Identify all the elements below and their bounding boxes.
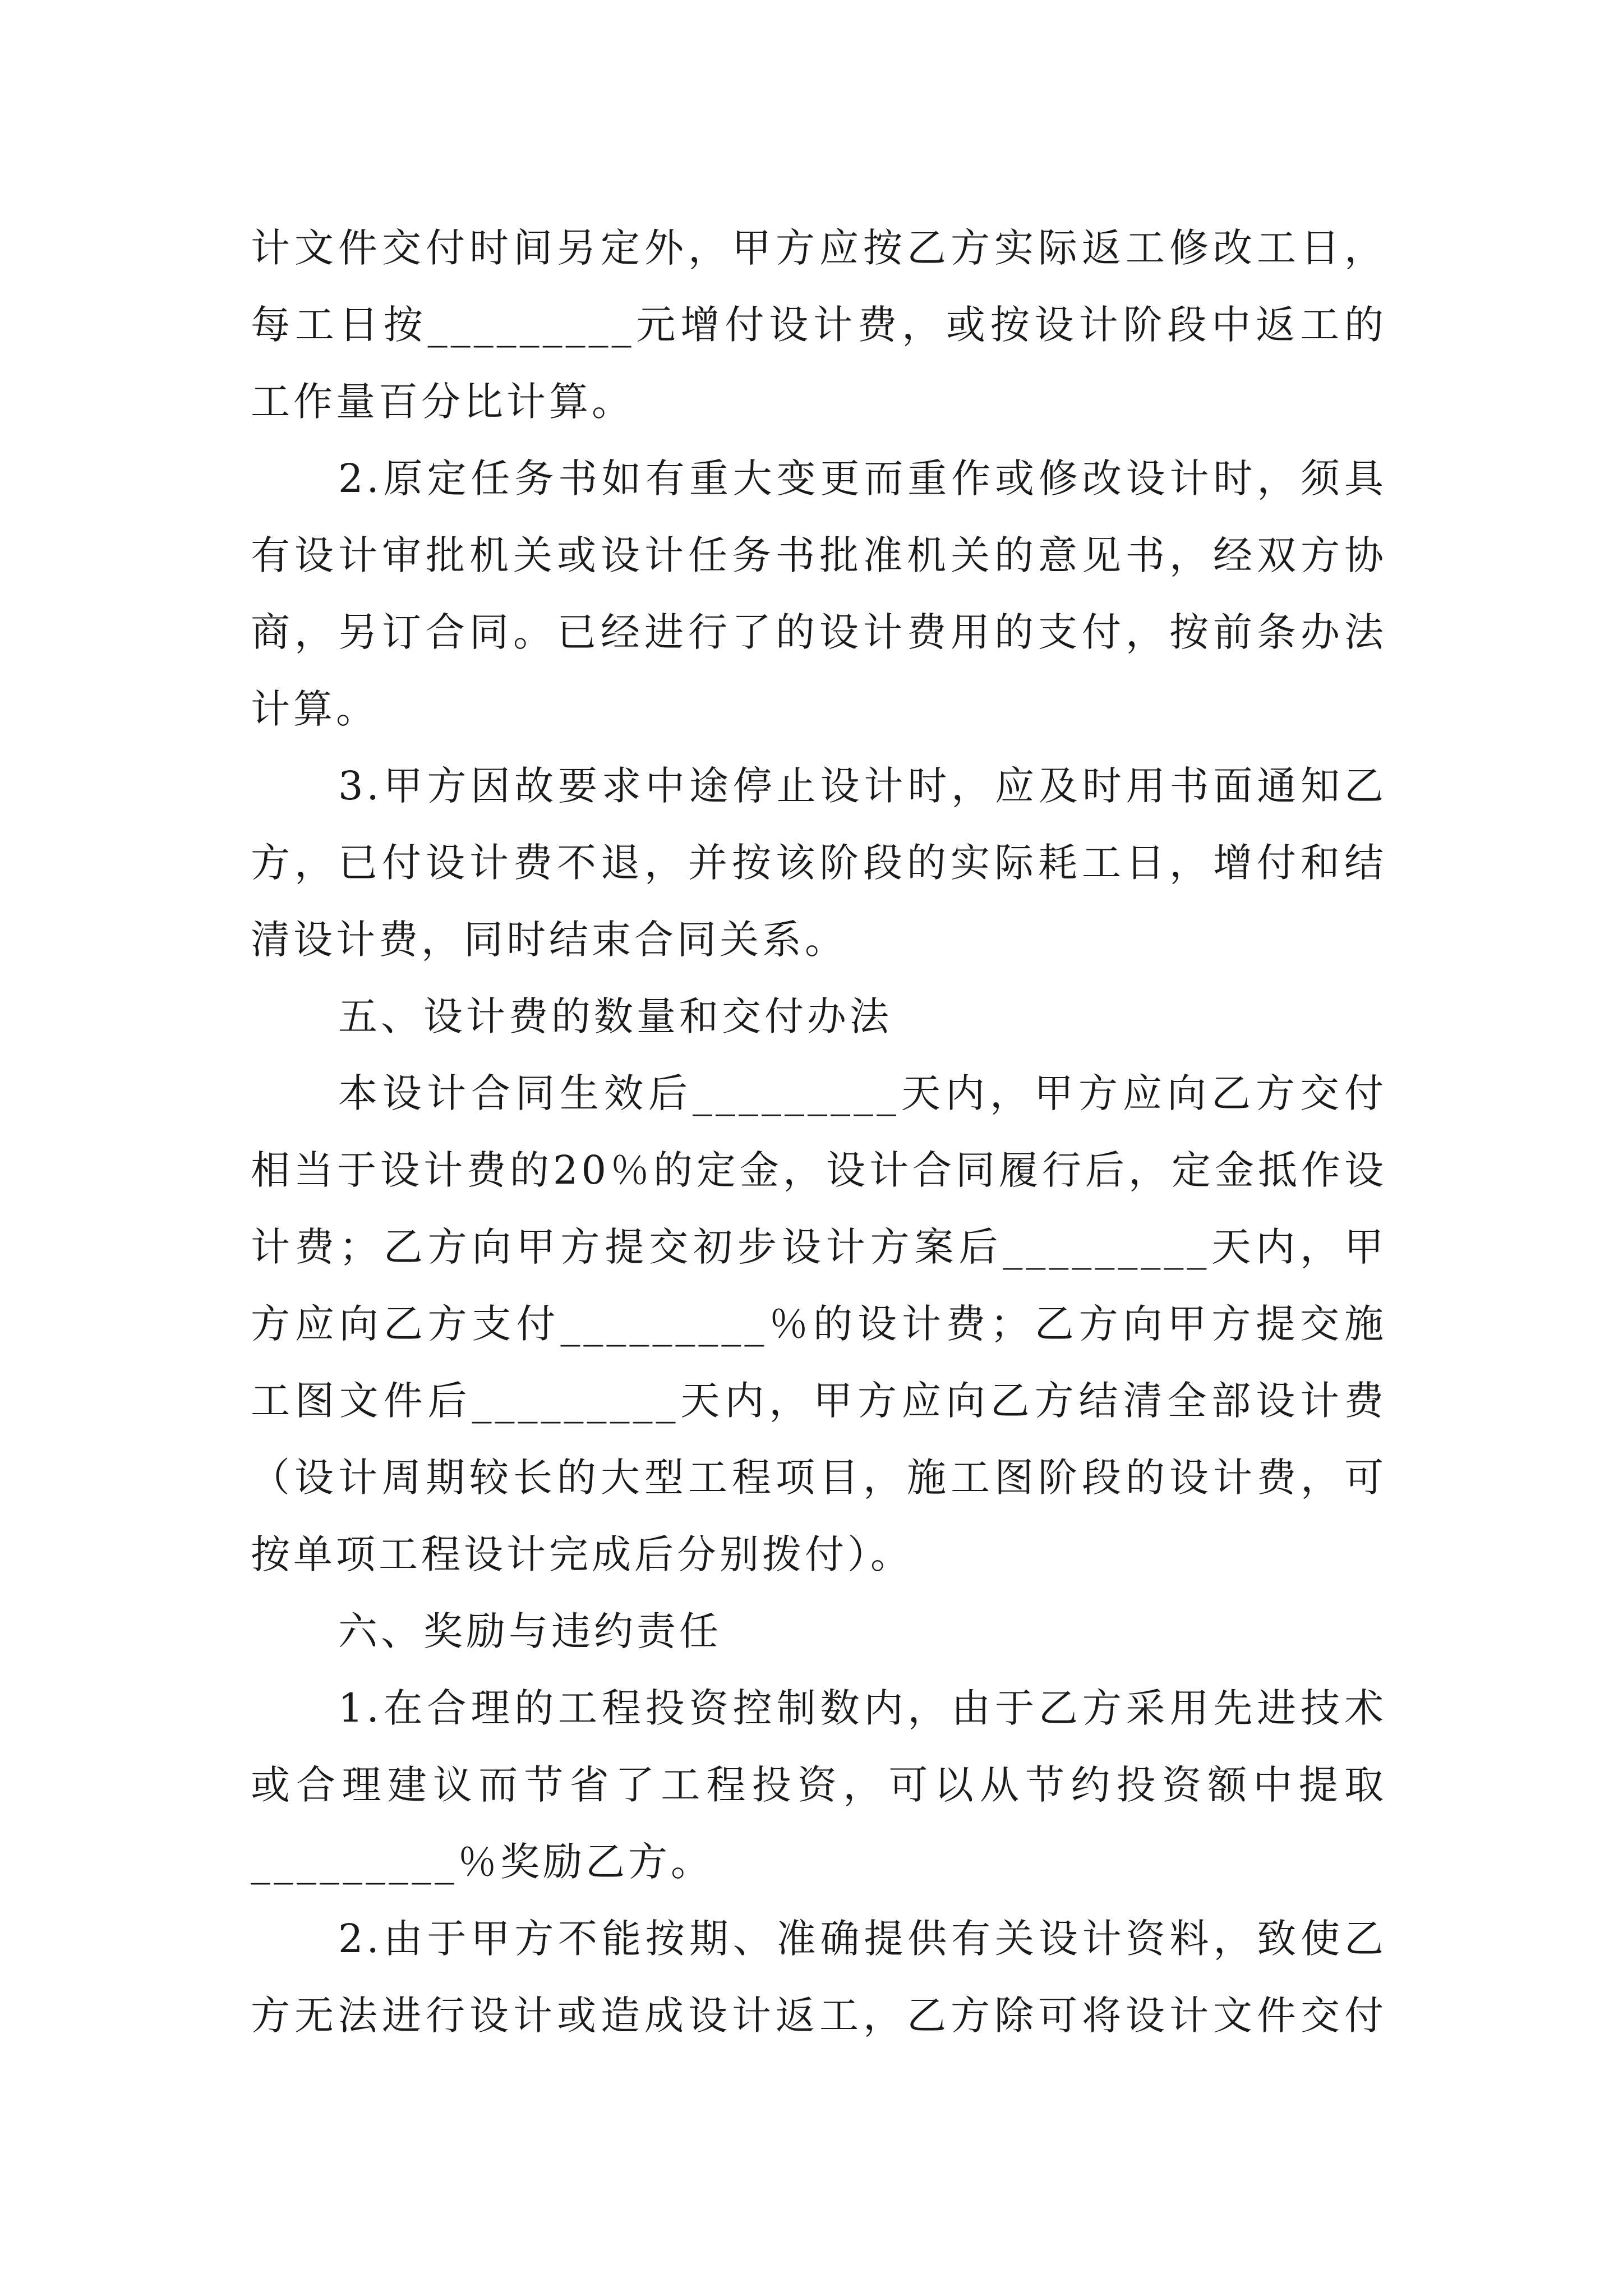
text-line: （设计周期较长的大型工程项目，施工图阶段的设计费，可 — [251, 1455, 1387, 1501]
text-line: 商，另订合同。已经进行了的设计费用的支付，按前条办法 — [251, 609, 1387, 655]
text-line: 方应向乙方支付_________％的设计费；乙方向甲方提交施 — [251, 1301, 1387, 1347]
paragraph-item-3 — [251, 748, 1387, 978]
section-heading-6 — [251, 1593, 1387, 1670]
text-line: 相当于设计费的20％的定金，设计合同履行后，定金抵作设 — [251, 1147, 1387, 1193]
text-line: 工作量百分比计算。 — [251, 379, 634, 425]
text-line: 工图文件后_________天内，甲方应向乙方结清全部设计费 — [251, 1378, 1387, 1424]
text-line: 本设计合同生效后_________天内，甲方应向乙方交付 — [338, 1070, 1387, 1116]
text-line: 或合理建议而节省了工程投资，可以从节约投资额中提取 — [251, 1762, 1387, 1808]
paragraph-item-2-breach — [251, 1901, 1387, 2054]
section-heading-5 — [251, 978, 1387, 1055]
section-heading-text: 五、设计费的数量和交付办法 — [338, 993, 892, 1039]
paragraph-continuation — [251, 210, 1387, 440]
text-line: 方，已付设计费不退，并按该阶段的实际耗工日，增付和结 — [251, 840, 1387, 886]
paragraph-item-2 — [251, 440, 1387, 748]
paragraph-payment-terms — [251, 1055, 1387, 1593]
text-line: 方无法进行设计或造成设计返工，乙方除可将设计文件交付 — [251, 1993, 1387, 2039]
text-line: 1.在合理的工程投资控制数内，由于乙方采用先进技术 — [338, 1685, 1387, 1731]
text-line: 按单项工程设计完成后分别拨付）。 — [251, 1531, 913, 1577]
section-heading-text: 六、奖励与违约责任 — [338, 1608, 722, 1654]
text-line: 2.由于甲方不能按期、准确提供有关设计资料，致使乙 — [338, 1916, 1387, 1962]
text-line: 每工日按_________元增付设计费，或按设计阶段中返工的 — [251, 302, 1387, 348]
text-line: 3.甲方因故要求中途停止设计时，应及时用书面通知乙 — [338, 763, 1387, 809]
text-line: 计文件交付时间另定外，甲方应按乙方实际返工修改工日， — [251, 225, 1387, 271]
text-line: 2.原定任务书如有重大变更而重作或修改设计时，须具 — [338, 455, 1387, 501]
paragraph-item-1 — [251, 1670, 1387, 1901]
text-line: 计费；乙方向甲方提交初步设计方案后_________天内，甲 — [251, 1224, 1387, 1270]
text-line: 计算。 — [251, 686, 379, 732]
text-line: 有设计审批机关或设计任务书批准机关的意见书，经双方协 — [251, 532, 1387, 578]
text-line: 清设计费，同时结束合同关系。 — [251, 917, 847, 963]
document-body — [251, 210, 1387, 2054]
text-line: _________％奖励乙方。 — [251, 1839, 713, 1885]
